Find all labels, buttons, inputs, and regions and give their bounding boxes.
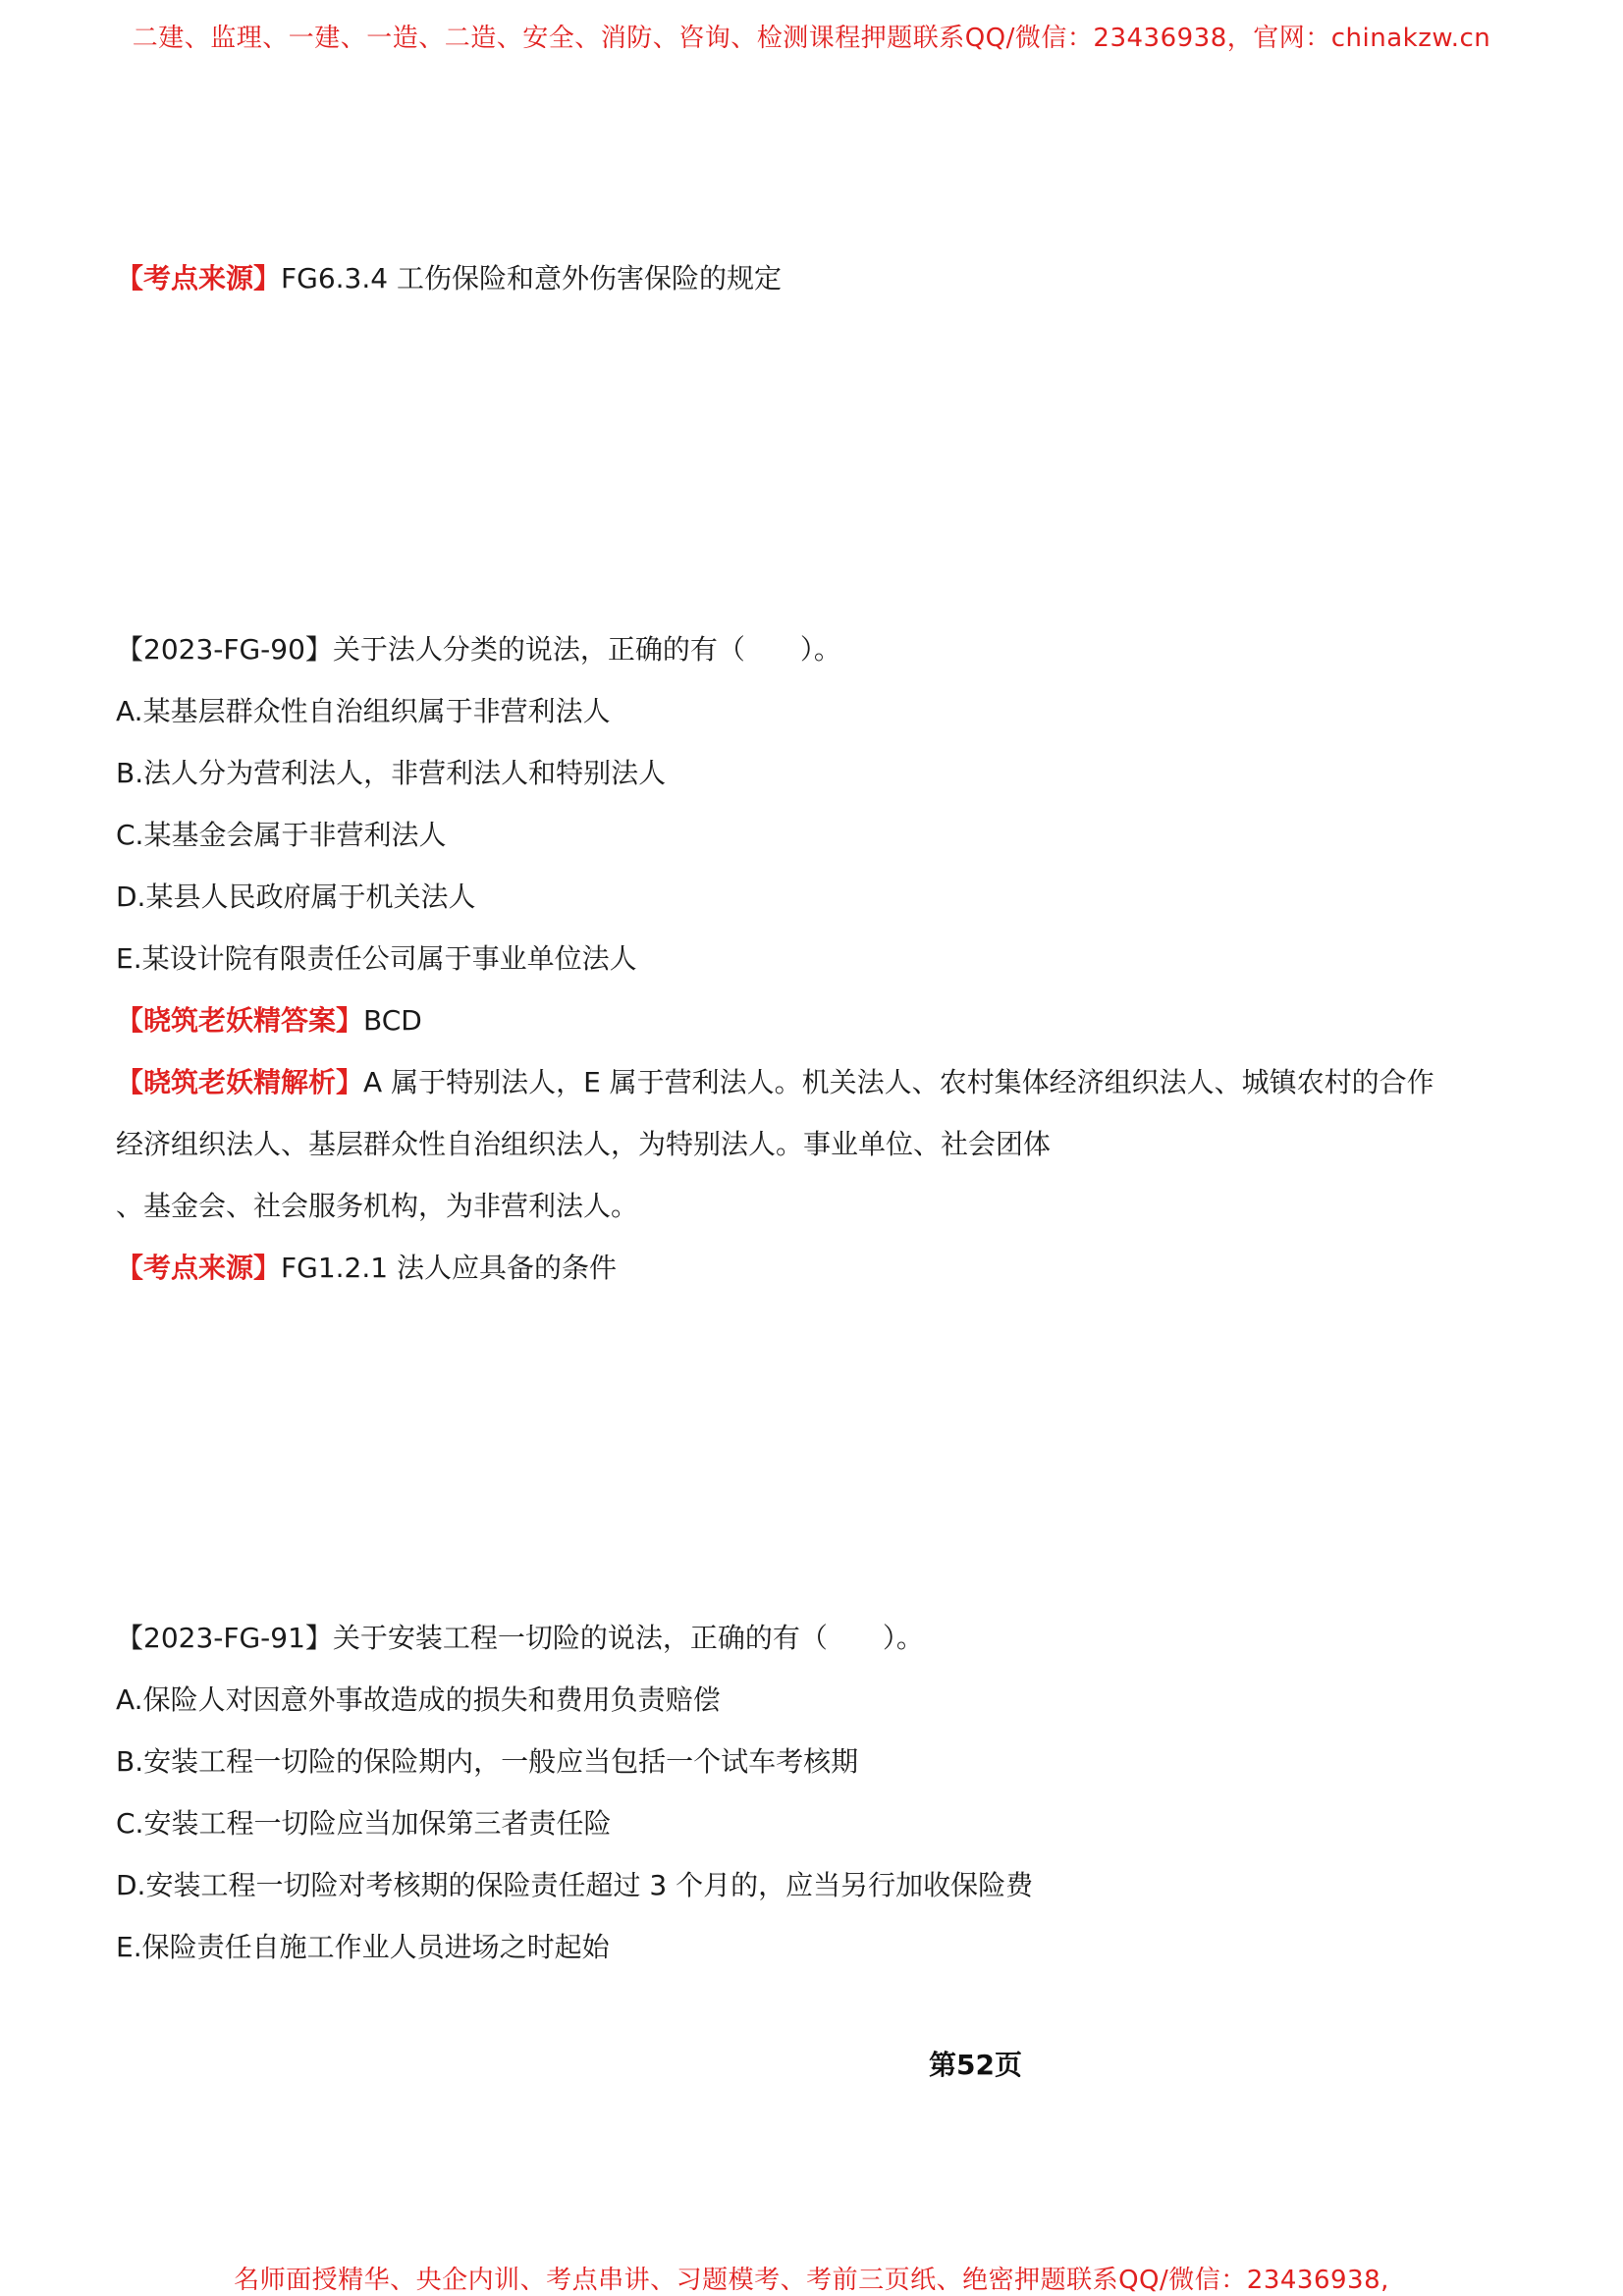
question-90-source-line <box>116 1251 617 1286</box>
question-90-option-a: A.某基层群众性自治组织属于非营利法人 <box>116 695 611 727</box>
source-text: FG6.3.4 工伤保险和意外伤害保险的规定 <box>281 262 782 294</box>
footer-banner: 名师面授精华、央企内训、考点串讲、习题模考、考前三页纸、绝密押题联系QQ/微信：23436938, <box>234 2266 1389 2295</box>
question-91-stem: 【2023-FG-91】关于安装工程一切险的说法，正确的有（ ）。 <box>116 1622 924 1654</box>
analysis-text: A 属于特别法人，E 属于营利法人。机关法人、农村集体经济组织法人、城镇农村的合作 <box>363 1066 1434 1098</box>
analysis-tag: 【晓筑老妖精解析】 <box>116 1066 364 1098</box>
question-90-option-b: B.法人分为营利法人，非营利法人和特别法人 <box>116 757 667 789</box>
answer-tag: 【晓筑老妖精答案】 <box>116 1004 364 1037</box>
question-90-analysis-line-1 <box>116 1065 1434 1100</box>
question-90-option-c: C.某基金会属于非营利法人 <box>116 819 447 851</box>
question-90-answer-line <box>116 1003 422 1039</box>
page-number: 第52页 <box>929 2049 1022 2081</box>
prev-source-line <box>116 261 782 296</box>
question-90-option-d: D.某县人民政府属于机关法人 <box>116 881 476 913</box>
question-91-option-e: E.保险责任自施工作业人员进场之时起始 <box>116 1931 610 1963</box>
source-text: FG1.2.1 法人应具备的条件 <box>281 1252 617 1284</box>
question-90-analysis-line-3: 、基金会、社会服务机构，为非营利法人。 <box>116 1190 639 1222</box>
question-91-option-d: D.安装工程一切险对考核期的保险责任超过 3 个月的，应当另行加收保险费 <box>116 1869 1034 1901</box>
question-91-option-a: A.保险人对因意外事故造成的损失和费用负责赔偿 <box>116 1683 721 1716</box>
question-91-option-c: C.安装工程一切险应当加保第三者责任险 <box>116 1807 612 1840</box>
source-tag: 【考点来源】 <box>116 1252 282 1284</box>
question-91-option-b: B.安装工程一切险的保险期内，一般应当包括一个试车考核期 <box>116 1745 859 1778</box>
answer-text: BCD <box>363 1004 422 1037</box>
question-90-stem: 【2023-FG-90】关于法人分类的说法，正确的有（ ）。 <box>116 633 841 666</box>
question-90-option-e: E.某设计院有限责任公司属于事业单位法人 <box>116 942 637 975</box>
source-tag: 【考点来源】 <box>116 262 282 294</box>
header-banner: 二建、监理、一建、一造、二造、安全、消防、咨询、检测课程押题联系QQ/微信：23436938，官网：chinakzw.cn <box>132 24 1491 53</box>
question-90-analysis-line-2: 经济组织法人、基层群众性自治组织法人，为特别法人。事业单位、社会团体 <box>116 1128 1052 1160</box>
